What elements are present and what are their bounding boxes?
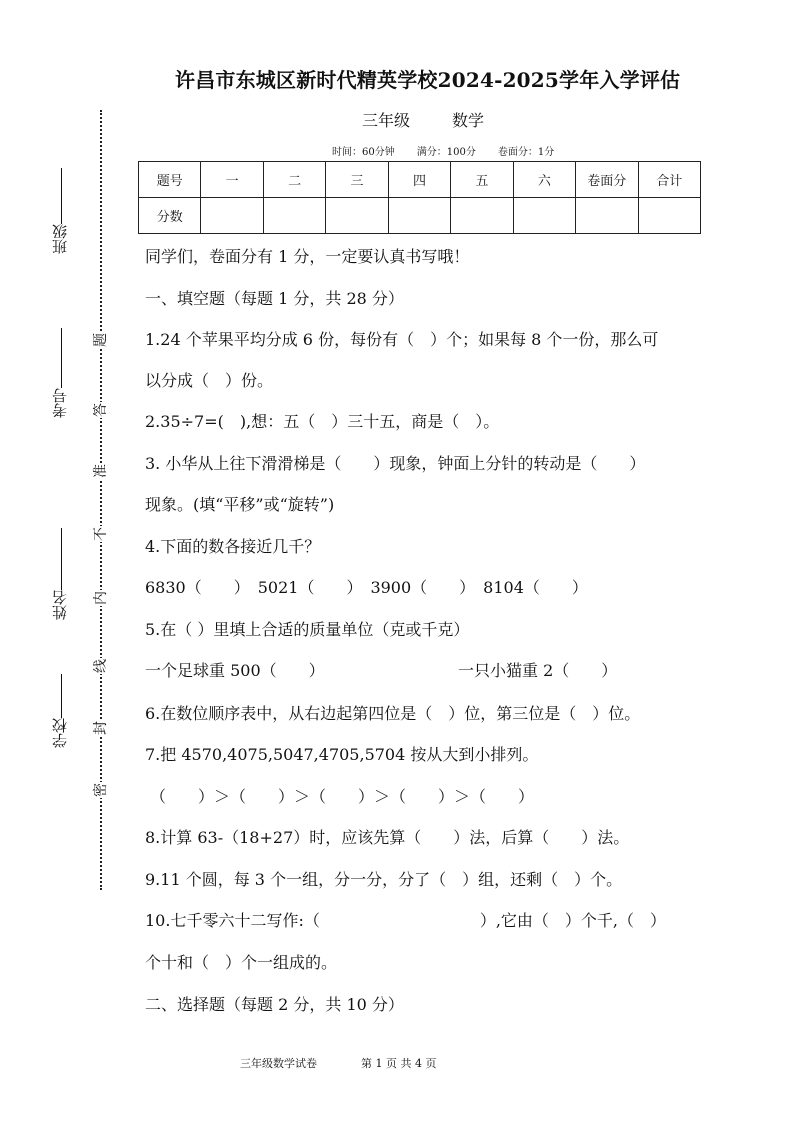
question-10-line1: 10.七千零六十二写作:（ ）,它由（ ）个千,（ ）: [145, 911, 667, 930]
school-blank[interactable]: [61, 674, 62, 718]
seal-dotted-line: [100, 110, 102, 890]
score-cell[interactable]: [638, 198, 701, 234]
intro-text: 同学们，卷面分有 1 分，一定要认真书写哦！: [145, 247, 470, 266]
question-5-item-b: 一只小猫重 2（ ）: [458, 661, 618, 680]
exam-no-field[interactable]: [52, 326, 70, 418]
question-7-answer: （ ）＞（ ）＞（ ）＞（ ）＞（ ）: [150, 787, 535, 806]
question-1-line1: 1.24 个苹果平均分成 6 份，每份有（ ）个；如果每 8 个一份，那么可: [145, 330, 659, 349]
score-cell[interactable]: [576, 198, 638, 234]
table-header-cell: 卷面分: [576, 162, 638, 198]
name-field[interactable]: [52, 526, 70, 620]
question-1-line2: 以分成（ ）份。: [145, 371, 274, 390]
score-cell[interactable]: [388, 198, 450, 234]
question-5: 5.在（ ）里填上合适的质量单位（克或千克）: [145, 620, 470, 639]
class-field[interactable]: [52, 166, 70, 254]
question-3-line2: 现象。(填“平移”或“旋转”): [145, 495, 335, 514]
score-table: [138, 161, 701, 234]
seal-char: 不: [93, 527, 109, 541]
question-7: 7.把 4570,4075,5047,4705,5704 按从大到小排列。: [145, 745, 539, 764]
question-10-line2: 个十和（ ）个一组成的。: [145, 953, 338, 972]
question-5-item-a: 一个足球重 500（ ）: [145, 661, 325, 680]
page-footer: [240, 1055, 436, 1071]
exam-no-label: 考号: [51, 388, 69, 418]
class-blank[interactable]: [61, 168, 62, 224]
neatness-score-info: 卷面分：1分: [497, 147, 555, 158]
question-8: 8.计算 63-（18+27）时，应该先算（ ）法，后算（ ）法。: [145, 828, 630, 847]
seal-char: 内: [93, 591, 109, 605]
subject-label: 数学: [452, 111, 485, 130]
table-row: [139, 162, 701, 198]
section1-title: 一、填空题（每题 1 分，共 28 分）: [145, 289, 404, 308]
time-info: 时间：60分钟: [332, 147, 395, 158]
score-cell[interactable]: [513, 198, 575, 234]
seal-char: 封: [93, 721, 109, 735]
table-header-cell: 六: [513, 162, 575, 198]
score-cell[interactable]: [451, 198, 513, 234]
table-header-cell: 四: [388, 162, 450, 198]
class-label: 班级: [51, 224, 69, 254]
exam-info-line: [332, 143, 554, 158]
paper-name: 三年级数学试卷: [240, 1057, 317, 1070]
table-header-cell: 五: [451, 162, 513, 198]
page-number: 第 1 页 共 4 页: [361, 1057, 437, 1070]
table-header-cell: 二: [263, 162, 325, 198]
question-9: 9.11 个圆，每 3 个一组，分一分，分了（ ）组，还剩（ ）个。: [145, 870, 623, 889]
question-2: 2.35÷7=( ),想：五（ ）三十五，商是（ ）。: [145, 412, 500, 431]
table-header-cell: 三: [326, 162, 388, 198]
table-row: [139, 198, 701, 234]
score-row-label: 分数: [139, 198, 201, 234]
name-label: 姓名: [51, 590, 69, 620]
grade-label: 三年级: [362, 111, 411, 130]
name-blank[interactable]: [61, 528, 62, 590]
question-4: 4.下面的数各接近几千？: [145, 537, 321, 556]
exam-no-blank[interactable]: [61, 328, 62, 388]
page-title: 许昌市东城区新时代精英学校2024-2025学年入学评估: [175, 68, 681, 92]
seal-char: 答: [93, 403, 109, 417]
seal-char: 准: [93, 464, 109, 478]
question-3-line1: 3. 小华从上往下滑滑梯是（ ）现象，钟面上分针的转动是（ ）: [145, 454, 646, 473]
score-cell[interactable]: [263, 198, 325, 234]
question-4-values: 6830（ ） 5021（ ） 3900（ ） 8104（ ）: [145, 578, 588, 597]
seal-char: 密: [93, 783, 109, 797]
score-cell[interactable]: [326, 198, 388, 234]
score-cell[interactable]: [201, 198, 263, 234]
table-header-cell: 题号: [139, 162, 201, 198]
seal-char: 题: [93, 333, 109, 347]
grade-subject-line: [362, 108, 484, 131]
table-header-cell: 一: [201, 162, 263, 198]
question-6: 6.在数位顺序表中，从右边起第四位是（ ）位，第三位是（ ）位。: [145, 704, 641, 723]
school-field[interactable]: [52, 672, 70, 748]
school-label: 学校: [51, 718, 69, 748]
full-score-info: 满分：100分: [416, 147, 476, 158]
section2-title: 二、选择题（每题 2 分，共 10 分）: [145, 995, 404, 1014]
seal-char: 线: [93, 659, 109, 673]
table-header-cell: 合计: [638, 162, 701, 198]
